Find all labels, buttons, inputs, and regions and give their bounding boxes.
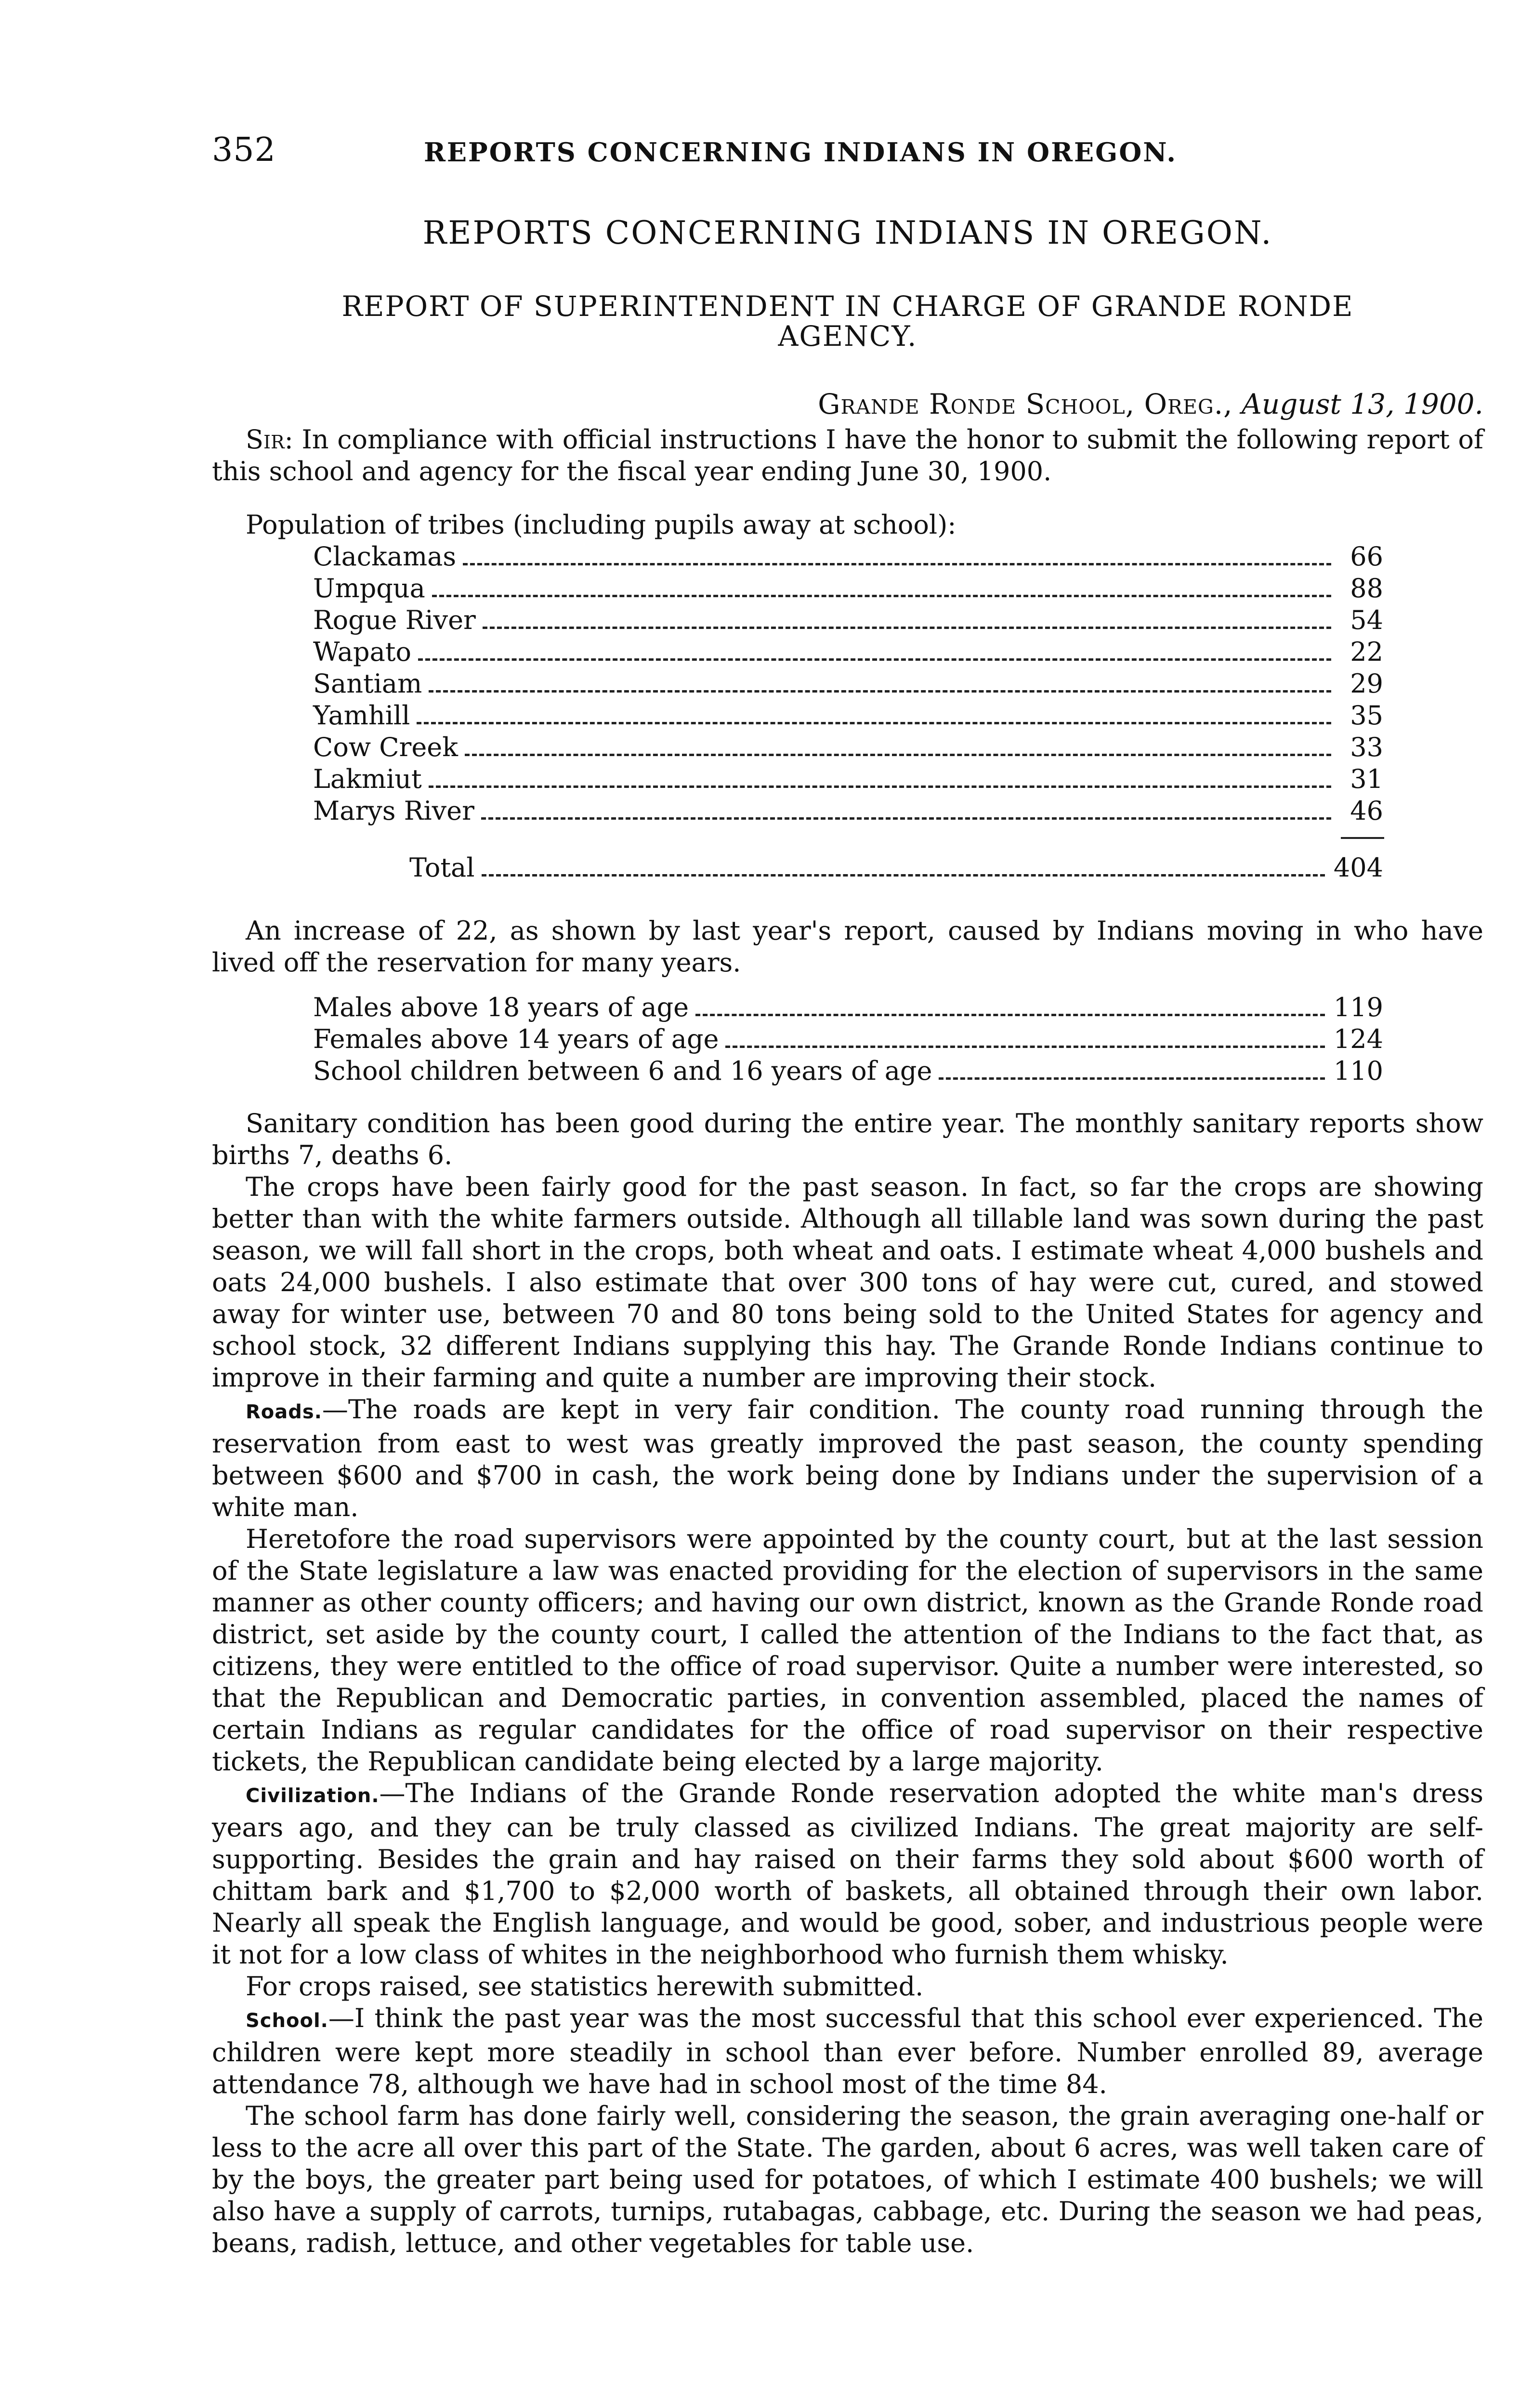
list-item <box>313 732 1383 764</box>
list-item <box>313 605 1383 637</box>
list-item <box>313 1024 1383 1056</box>
page-header <box>212 131 1483 174</box>
dot-leader <box>418 658 1331 661</box>
list-item <box>313 637 1383 668</box>
population-total <box>409 852 1383 884</box>
supervisors-paragraph: Heretofore the road supervisors were appointed by the county court, but at the last session of the State legislature a law was enacted providing for the election of supervisors in the same manner as other county officers; and having our own district, known as the Grande Ronde road district, set aside by the county court, I called the attention of the Indians to the fact that, as citizens, they were entitled to the office of road supervisor. Quite a number were interested, so that the Republican and Democratic parties, in convention assembled, placed the names of certain Indians as regular candidates for the office of road supervisor on their respective tickets, the Republican candidate being elected by a large majority. <box>212 1524 1483 1777</box>
dot-leader <box>482 874 1325 877</box>
school-side-head: School. <box>246 2010 328 2032</box>
crops-raised-paragraph: For crops raised, see statistics herewith submitted. <box>246 1971 924 2002</box>
tribe-count: 88 <box>1350 573 1383 603</box>
tribe-name: Rogue River <box>313 605 476 635</box>
dateline-date: August 13, 1900. <box>1242 388 1483 420</box>
tribe-count: 33 <box>1350 732 1383 762</box>
dot-leader <box>463 563 1331 565</box>
tribe-count: 54 <box>1350 605 1383 635</box>
running-head: REPORTS CONCERNING INDIANS IN OREGON. <box>424 137 1177 168</box>
age-group-label: School children between 6 and 16 years of age <box>313 1056 932 1086</box>
dateline-place: Grande Ronde School, Oreg., <box>818 388 1233 420</box>
increase-paragraph <box>212 915 1483 979</box>
school-text: —I think the past year was the most successful that this school ever experienced. The children were kept more steadily in school than ever before. Number enrolled 89, average attendance 78, although we have had in school most of the time 84. <box>212 2003 1483 2099</box>
dot-leader <box>939 1077 1324 1080</box>
dateline <box>212 388 1483 420</box>
tribe-count: 66 <box>1350 541 1383 572</box>
tribe-name: Lakmiut <box>313 764 422 794</box>
dot-leader <box>429 785 1331 788</box>
dot-leader <box>465 753 1331 756</box>
dot-leader <box>417 721 1331 724</box>
report-subtitle-line-1: REPORT OF SUPERINTENDENT IN CHARGE OF GRANDE RONDE <box>341 290 1354 323</box>
school-farm-paragraph: The school farm has done fairly well, considering the season, the grain averaging one-half or less to the acre all over this part of the State. The garden, about 6 acres, was well taken care of by the boys, the greater part being used for potatoes, of which I estimate 400 bushels; we will also have a supply of carrots, turnips, rutabagas, cabbage, etc. During the season we had peas, beans, radish, lettuce, and other vegetables for table use. <box>212 2101 1483 2258</box>
tribe-population-list <box>313 541 1383 827</box>
list-item <box>313 992 1383 1024</box>
tribe-count: 35 <box>1350 700 1383 731</box>
age-group-count: 110 <box>1333 1056 1383 1086</box>
total-value: 404 <box>1333 852 1383 883</box>
dot-leader <box>695 1013 1325 1016</box>
tribe-count: 29 <box>1350 668 1383 699</box>
salutation-paragraph <box>212 424 1483 487</box>
roads-side-head: Roads. <box>246 1401 322 1423</box>
age-breakdown-list <box>313 992 1383 1087</box>
list-item <box>313 541 1383 573</box>
tribe-name: Santiam <box>313 668 422 699</box>
salutation-text: In compliance with official instructions I have the honor to submit the following report of this school and agency for the fiscal year ending June 30, 1900. <box>212 424 1483 486</box>
civilization-text: —The Indians of the Grande Ronde reservation adopted the white man's dress years ago, and they can be truly classed as civilized Indians. The great majority are self-supporting. Besides the grain and hay raised on their farms they sold about $600 worth of chittam bark and $1,700 to $2,000 worth of baskets, all obtained through their own labor. Nearly all speak the English language, and would be good, sober, and industrious people were it not for a low class of whites in the neighborhood who furnish them whisky. <box>212 1778 1483 1970</box>
crops-paragraph: The crops have been fairly good for the past season. In fact, so far the crops are showing better than with the white farmers outside. Although all tillable land was sown during the past season, we will fall short in the crops, both wheat and oats. I estimate wheat 4,000 bushels and oats 24,000 bushels. I also estimate that over 300 tons of hay were cut, cured, and stowed away for winter use, between 70 and 80 tons being sold to the United States for agency and school stock, 32 different Indians supplying this hay. The Grande Ronde Indians continue to improve in their farming and quite a number are improving their stock. <box>212 1172 1483 1393</box>
dot-leader <box>481 817 1331 820</box>
increase-text: An increase of 22, as shown by last year's report, caused by Indians moving in who have lived off the reservation for many years. <box>212 916 1483 978</box>
dot-leader <box>725 1045 1324 1048</box>
total-row <box>409 852 1383 884</box>
dot-leader <box>483 626 1331 629</box>
list-item <box>313 573 1383 605</box>
age-group-count: 119 <box>1333 992 1383 1022</box>
page-number: 352 <box>212 131 276 169</box>
report-body <box>212 1108 1483 2259</box>
tribe-count: 31 <box>1350 764 1383 794</box>
dot-leader <box>429 690 1331 693</box>
report-subtitle-line-2: AGENCY. <box>778 320 917 353</box>
total-label: Total <box>409 852 475 883</box>
tribe-name: Wapato <box>313 637 411 667</box>
tribe-name: Clackamas <box>313 541 457 572</box>
list-item <box>313 1056 1383 1087</box>
tribe-name: Marys River <box>313 796 474 826</box>
tribe-count: 22 <box>1350 637 1383 667</box>
tribe-count: 46 <box>1350 796 1383 826</box>
list-item <box>313 764 1383 796</box>
report-subtitle <box>212 291 1483 351</box>
total-rule <box>1341 837 1384 839</box>
roads-paragraph <box>212 1394 1483 1523</box>
sanitary-paragraph: Sanitary condition has been good during the entire year. The monthly sanitary reports show births 7, deaths 6. <box>212 1108 1483 1170</box>
tribe-name: Umpqua <box>313 573 425 603</box>
list-item <box>313 700 1383 732</box>
age-group-count: 124 <box>1333 1024 1383 1054</box>
list-item <box>313 668 1383 700</box>
civilization-side-head: Civilization. <box>246 1785 380 1807</box>
list-item <box>313 796 1383 827</box>
section-title: REPORTS CONCERNING INDIANS IN OREGON. <box>422 214 1273 251</box>
tribe-name: Cow Creek <box>313 732 458 762</box>
school-paragraph <box>212 2002 1483 2100</box>
tribe-name: Yamhill <box>313 700 410 731</box>
civilization-paragraph <box>212 1778 1483 1971</box>
salutation-sir: Sir: <box>246 424 293 455</box>
roads-text: —The roads are kept in very fair condition. The county road running through the reservation from east to west was greatly improved the past season, the county spending between $600 and $700 in cash, the work being done by Indians under the supervision of a white man. <box>212 1394 1483 1522</box>
dot-leader <box>432 594 1331 597</box>
population-heading: Population of tribes (including pupils away at school): <box>246 510 956 540</box>
age-group-label: Males above 18 years of age <box>313 992 689 1022</box>
age-group-label: Females above 14 years of age <box>313 1024 719 1054</box>
